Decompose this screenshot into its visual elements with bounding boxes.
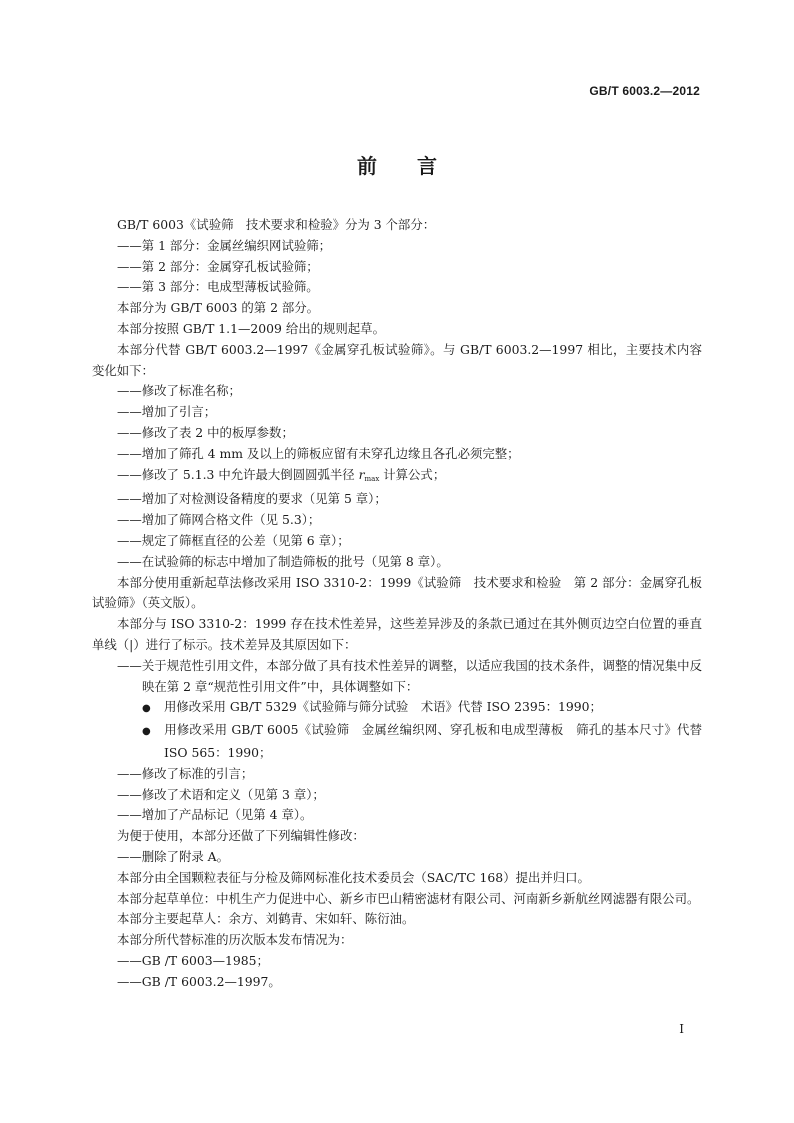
bullet-icon: ●: [142, 703, 151, 715]
list-item: ——增加了对检测设备精度的要求（见第 5 章）；: [117, 491, 387, 507]
list-item: ——第 3 部分：电成型薄板试验筛。: [117, 279, 319, 295]
paragraph: 本部分代替 GB/T 6003.2—1997《金属穿孔板试验筛》。与 GB/T 6003.2—1997 相比，主要技术内容变化如下：: [92, 341, 702, 378]
list-item: ——修改了标准的引言；: [117, 765, 254, 781]
page-title: 前言: [357, 154, 477, 178]
paragraph: 本部分与 ISO 3310-2：1999 存在技术性差异，这些差异涉及的条款已通过在其外侧页边空白位置的垂直单线（|）进行了标示。技术差异及其原因如下：: [92, 616, 702, 652]
bullet-text: 用修改采用 GB/T 6005《试验筛 金属丝编织网、穿孔板和电成型薄板 筛孔的基本尺寸》代替 ISO 565：1990；: [164, 722, 702, 760]
paragraph: 本部分主要起草人：余方、刘鹤青、宋如轩、陈衍油。: [117, 911, 415, 927]
list-item: ——关于规范性引用文件，本部分做了具有技术性差异的调整，以适应我国的技术条件，调整的情况集中反映在第 2 章“规范性引用文件”中，具体调整如下：: [117, 657, 702, 694]
math-subscript: max: [364, 474, 380, 483]
paragraph: 为便于使用，本部分还做了下列编辑性修改：: [117, 828, 365, 844]
list-item: ——修改了表 2 中的板厚参数；: [117, 424, 294, 440]
list-item: ——在试验筛的标志中增加了制造筛板的批号（见第 8 章）。: [117, 553, 449, 569]
list-item: ——修改了标准名称；: [117, 383, 241, 399]
list-item: ——GB /T 6003—1985；: [117, 952, 269, 968]
page-number: I: [679, 1022, 684, 1036]
list-item: ——规定了筛框直径的公差（见第 6 章）；: [117, 532, 350, 548]
list-item: ——增加了筛孔 4 mm 及以上的筛板应留有未穿孔边缘且各孔必须完整；: [117, 445, 520, 461]
list-item: ——修改了术语和定义（见第 3 章）；: [117, 786, 325, 802]
list-item: ——增加了引言；: [117, 404, 217, 420]
bullet-icon: ●: [142, 726, 151, 738]
bullet-item: [92, 697, 702, 720]
list-item: ——增加了筛网合格文件（见 5.3）；: [117, 512, 321, 528]
paragraph: 本部分为 GB/T 6003 的第 2 部分。: [117, 300, 320, 316]
paragraph: 本部分起草单位：中机生产力促进中心、新乡市巴山精密滤材有限公司、河南新乡新航丝网滤器有限公司。: [117, 890, 700, 906]
paragraph: 本部分按照 GB/T 1.1—2009 给出的规则起草。: [117, 320, 385, 336]
bullet-item: [92, 720, 702, 764]
list-item-text: ——修改了 5.1.3 中允许最大倒圆圆弧半径: [117, 466, 355, 482]
list-item-tail: 计算公式；: [379, 466, 446, 482]
paragraph: 本部分所代替标准的历次版本发布情况为：: [117, 932, 353, 948]
list-item: ——增加了产品标记（见第 4 章）。: [117, 807, 313, 823]
paragraph: 本部分由全国颗粒表征与分检及筛网标准化技术委员会（SAC/TC 168）提出并归口。: [117, 869, 590, 885]
list-item: ——GB /T 6003.2—1997。: [117, 973, 281, 989]
paragraph: 本部分使用重新起草法修改采用 ISO 3310-2：1999《试验筛 技术要求和检验 第 2 部分：金属穿孔板试验筛》（英文版）。: [92, 574, 702, 611]
list-item: ——第 2 部分：金属穿孔板试验筛；: [117, 258, 319, 274]
list-item: ——第 1 部分：金属丝编织网试验筛；: [117, 237, 332, 253]
list-item: ——删除了附录 A。: [117, 848, 230, 864]
paragraph: GB/T 6003《试验筛 技术要求和检验》分为 3 个部分：: [117, 217, 436, 232]
list-item: [92, 465, 702, 490]
foreword-body: [92, 215, 702, 992]
standard-code: GB/T 6003.2—2012: [589, 84, 700, 98]
bullet-text: 用修改采用 GB/T 5329《试验筛与筛分试验 术语》代替 ISO 2395：1990；: [164, 699, 602, 715]
math-variable: r: [358, 466, 365, 482]
